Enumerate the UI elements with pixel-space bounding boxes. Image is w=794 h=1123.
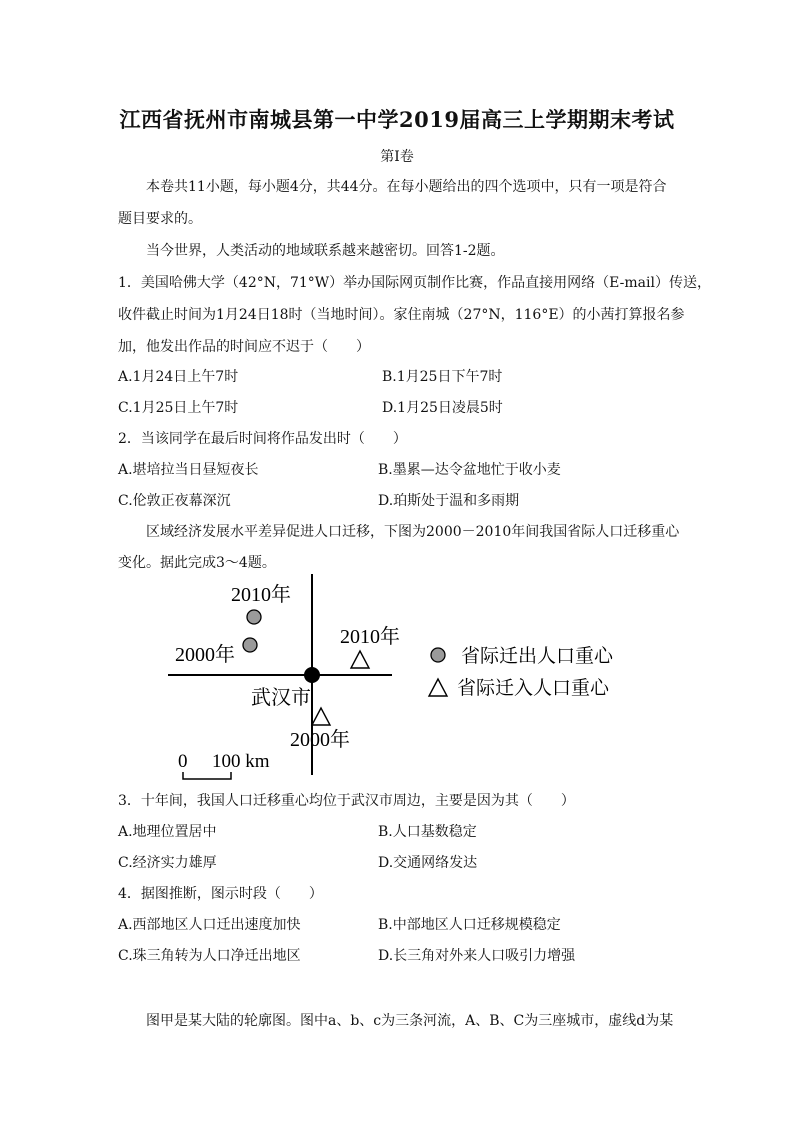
q4-stem: 4．据图推断，图示时段（ ） — [118, 886, 323, 902]
wuhan-point — [304, 667, 320, 683]
q1-stem-line-3: 加，他发出作品的时间应不迟于（ ） — [118, 339, 370, 355]
page-title: 江西省抚州市南城县第一中学2019届高三上学期期末考试 — [119, 107, 675, 132]
q1-option-c: C.1月25日上午7时 — [118, 400, 239, 416]
scale-zero-label: 0 — [178, 751, 188, 772]
q4-option-d: D.长三角对外来人口吸引力增强 — [378, 948, 576, 964]
out-centroid-2010 — [247, 610, 261, 624]
intro-line-1: 本卷共11小题，每小题4分，共44分。在每小题给出的四个选项中，只有一项是符合 — [146, 179, 667, 195]
legend-in-icon — [429, 679, 447, 696]
migration-centroid-diagram — [165, 570, 635, 785]
q1-option-b: B.1月25日下午7时 — [382, 369, 503, 385]
in-centroid-2000 — [312, 708, 330, 725]
legend-in-label: 省际迁入人口重心 — [457, 678, 610, 699]
context-2-line-2: 变化。据此完成3～4题。 — [118, 555, 276, 571]
q3-option-b: B.人口基数稳定 — [378, 824, 477, 840]
label-wuhan: 武汉市 — [251, 687, 311, 709]
label-in-2010: 2010年 — [340, 626, 400, 648]
context-2-line-1: 区域经济发展水平差异促进人口迁移，下图为2000－2010年间我国省际人口迁移重心 — [146, 524, 680, 540]
q2-option-d: D.珀斯处于温和多雨期 — [378, 493, 520, 509]
q2-option-c: C.伦敦正夜幕深沉 — [118, 493, 231, 509]
q2-stem: 2．当该同学在最后时间将作品发出时（ ） — [118, 431, 407, 447]
q3-option-c: C.经济实力雄厚 — [118, 855, 217, 871]
context-1: 当今世界，人类活动的地域联系越来越密切。回答1-2题。 — [146, 243, 505, 259]
intro-line-2: 题目要求的。 — [118, 211, 202, 227]
label-in-2000: 2000年 — [290, 729, 350, 751]
in-centroid-2010 — [351, 651, 369, 668]
context-3: 图甲是某大陆的轮廓图。图中a、b、c为三条河流，A、B、C为三座城市，虚线d为某 — [146, 1013, 674, 1029]
q4-option-c: C.珠三角转为人口净迁出地区 — [118, 948, 301, 964]
q2-option-b: B.墨累—达令盆地忙于收小麦 — [378, 462, 561, 478]
scale-length-label: 100 km — [212, 751, 270, 772]
q2-option-a: A.堪培拉当日昼短夜长 — [118, 462, 259, 478]
q1-option-d: D.1月25日凌晨5时 — [382, 400, 503, 416]
legend-out-label: 省际迁出人口重心 — [461, 646, 614, 667]
q1-option-a: A.1月24日上午7时 — [118, 369, 239, 385]
label-out-2000: 2000年 — [175, 644, 235, 666]
legend-out-icon — [431, 648, 445, 662]
out-centroid-2000 — [243, 638, 257, 652]
q4-option-a: A.西部地区人口迁出速度加快 — [118, 917, 301, 933]
section-heading: 第Ⅰ卷 — [380, 149, 414, 165]
q4-option-b: B.中部地区人口迁移规模稳定 — [378, 917, 561, 933]
scale-bar — [183, 772, 231, 779]
label-out-2010: 2010年 — [231, 584, 291, 606]
q3-option-a: A.地理位置居中 — [118, 824, 217, 840]
q1-stem-line-1: 1．美国哈佛大学（42°N，71°W）举办国际网页制作比赛，作品直接用网络（E-mail）传送， — [118, 275, 711, 291]
q3-option-d: D.交通网络发达 — [378, 855, 478, 871]
q3-stem: 3．十年间，我国人口迁移重心均位于武汉市周边，主要是因为其（ ） — [118, 793, 575, 809]
q1-stem-line-2: 收件截止时间为1月24日18时（当地时间）。家住南城（27°N，116°E）的小茜打算报名参 — [118, 307, 685, 323]
